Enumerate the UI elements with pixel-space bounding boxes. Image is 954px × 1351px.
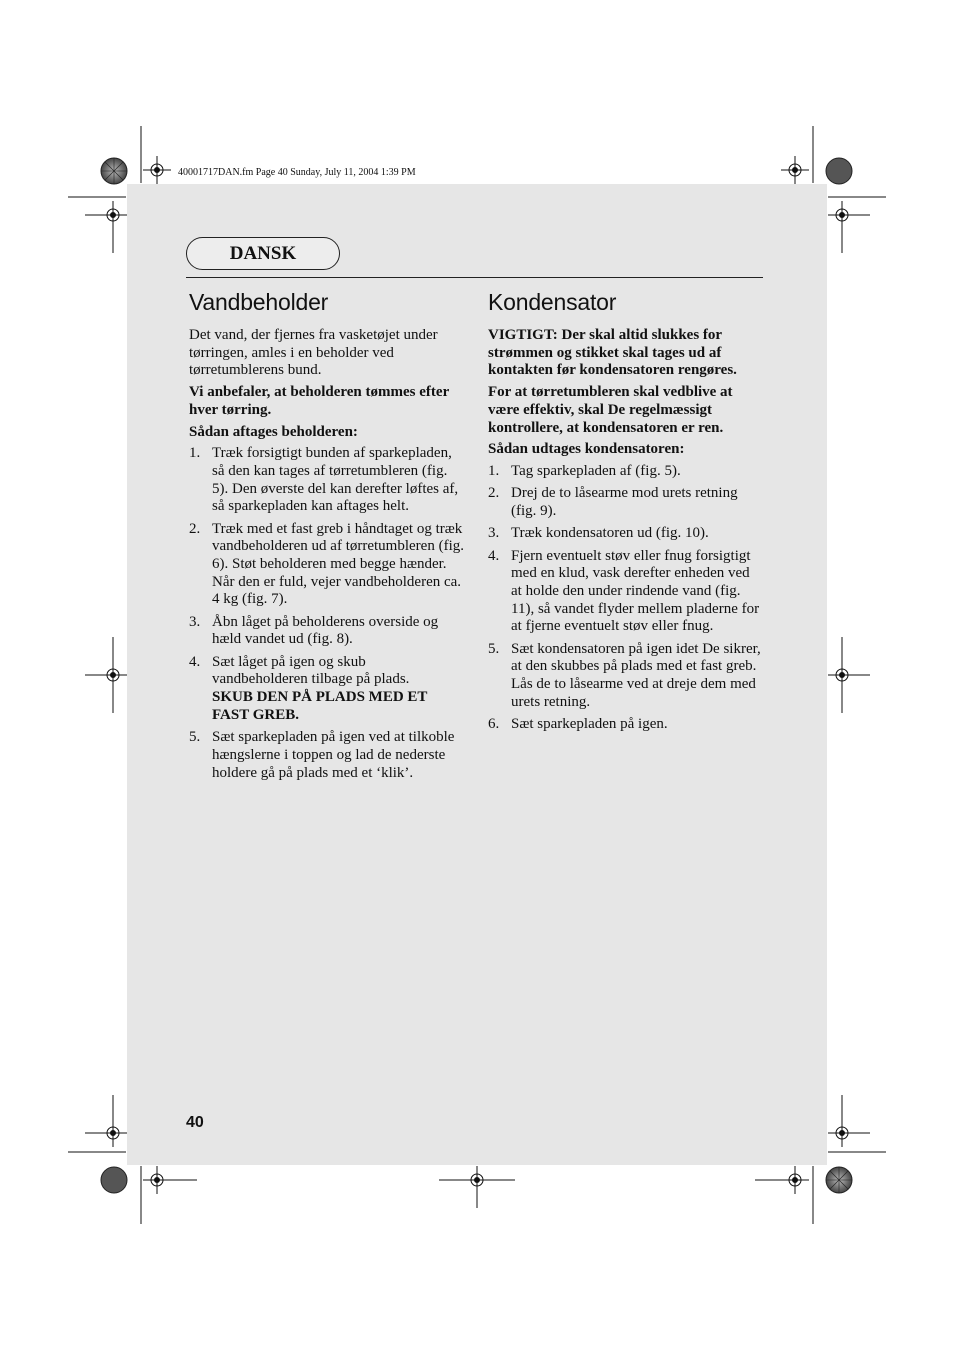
container-steps-list — [189, 445, 465, 782]
step-number: 5. — [189, 729, 201, 746]
step-number: 4. — [488, 547, 500, 564]
page-number: 40 — [186, 1114, 204, 1131]
maintenance-text: For at tørretumbleren skal vedblive at være effektiv, skal De regelmæssigt kontrollere, at kondensatoren er ren. — [488, 384, 733, 436]
list-item — [189, 729, 465, 782]
recommendation-text: Vi anbefaler, at beholderen tømmes efter hver tørring. — [189, 384, 449, 418]
right-column — [488, 286, 764, 738]
language-tab: DANSK — [186, 237, 340, 270]
section-heading-vandbeholder: Vandbeholder — [189, 289, 329, 315]
step-text: Træk kondensatoren ud (fig. 10). — [511, 525, 709, 542]
list-item — [488, 525, 764, 543]
step-text: Sæt sparkepladen på igen. — [511, 716, 668, 733]
list-item — [488, 716, 764, 734]
step-text: Sæt kondensatoren på igen idet De sikrer, at den skubbes på plads med et fast greb. Lås de to låsearme ved at dreje dem med urets retning. — [511, 640, 761, 710]
left-column — [189, 286, 465, 787]
intro-paragraph: Det vand, der fjernes fra vasketøjet under tørringen, amles i en beholder ved tørretumblerens bund. — [189, 327, 438, 379]
condenser-steps-list — [488, 463, 764, 734]
step-number: 3. — [488, 525, 500, 542]
list-item — [488, 485, 764, 520]
step-text: Sæt låget på igen og skub vandbeholderen tilbage på plads. — [212, 653, 410, 688]
list-item — [189, 614, 465, 649]
step-text: Tag sparkepladen af (fig. 5). — [511, 462, 681, 479]
step-text: Træk med et fast greb i håndtaget og træk vandbeholderen ud af tørretumbleren (fig. 6). Støt beholderen med begge hænder. Når den er fuld, vejer vandbeholderen ca. 4 kg (fig. 7). — [212, 520, 464, 608]
section-heading-kondensator: Kondensator — [488, 289, 617, 315]
list-item — [189, 445, 465, 516]
step-number: 4. — [189, 653, 201, 670]
step-text: Drej de to låsearme mod urets retning (fig. 9). — [511, 485, 738, 519]
step-text: Åbn låget på beholderens overside og hæld vandet ud (fig. 8). — [212, 613, 439, 648]
step-number: 6. — [488, 716, 500, 733]
step-number: 1. — [189, 445, 201, 462]
list-item — [189, 654, 465, 725]
step-number: 2. — [488, 485, 500, 502]
header-rule — [186, 277, 763, 278]
list-item — [189, 521, 465, 610]
list-item — [488, 463, 764, 481]
subheading-remove-container: Sådan aftages beholderen: — [189, 423, 358, 440]
list-item — [488, 548, 764, 637]
file-info-header: 40001717DAN.fm Page 40 Sunday, July 11, 2004 1:39 PM — [178, 167, 416, 178]
step-number: 3. — [189, 613, 201, 630]
step-number: 2. — [189, 520, 201, 537]
step-number: 1. — [488, 462, 500, 479]
subheading-remove-condenser: Sådan udtages kondensatoren: — [488, 441, 685, 458]
step-text: Fjern eventuelt støv eller fnug forsigtigt med en klud, vask derefter enheden ved at holde den under rindende vand (fig. 11), så vandet flyder mellem pladerne for at fjerne eventuelt støv eller fnug. — [511, 547, 760, 635]
step-text: Sæt sparkepladen på igen ved at tilkoble hængslerne i toppen og lad de nederste holdere gå på plads med et ‘klik’. — [212, 729, 455, 781]
step-text: Træk forsigtigt bunden af sparkepladen, så den kan tages af tørretumbleren (fig. 5). Den øverste del kan derefter løftes af, så sparkepladen kan aftages helt. — [212, 445, 459, 515]
step-number: 5. — [488, 640, 500, 657]
list-item — [488, 641, 764, 712]
step-emphasis: SKUB DEN PÅ PLADS MED ET FAST GREB. — [212, 689, 428, 723]
warning-text: VIGTIGT: Der skal altid slukkes for strømmen og stikket skal tages ud af kontakten før kondensatoren rengøres. — [488, 327, 737, 379]
